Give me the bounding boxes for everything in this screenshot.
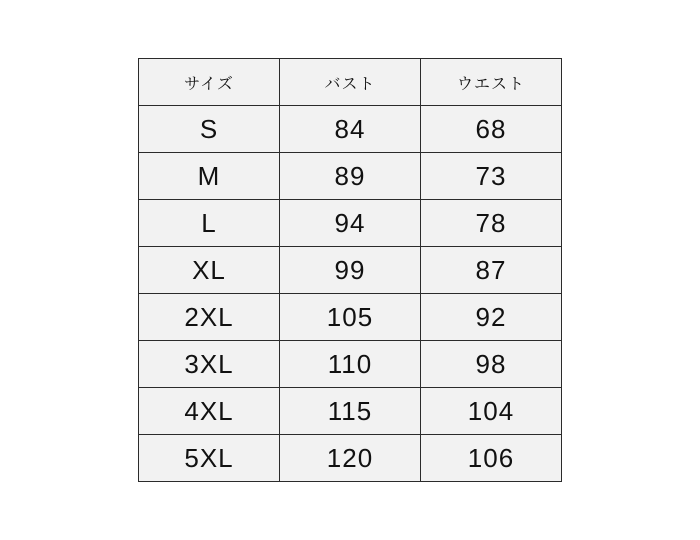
cell-size: 4XL [139, 388, 280, 435]
column-header-size: サイズ [139, 59, 280, 106]
cell-bust: 105 [280, 294, 421, 341]
cell-waist: 73 [421, 153, 562, 200]
table-body [139, 106, 562, 482]
cell-bust: 99 [280, 247, 421, 294]
table-row [139, 106, 562, 153]
cell-bust: 94 [280, 200, 421, 247]
cell-waist: 98 [421, 341, 562, 388]
cell-waist: 68 [421, 106, 562, 153]
table-row [139, 388, 562, 435]
cell-waist: 78 [421, 200, 562, 247]
cell-waist: 87 [421, 247, 562, 294]
cell-size: XL [139, 247, 280, 294]
table-row [139, 247, 562, 294]
cell-size: M [139, 153, 280, 200]
cell-size: S [139, 106, 280, 153]
table-row [139, 200, 562, 247]
cell-bust: 89 [280, 153, 421, 200]
cell-size: L [139, 200, 280, 247]
size-chart-table [138, 58, 562, 482]
cell-waist: 92 [421, 294, 562, 341]
table-row [139, 153, 562, 200]
column-header-bust: バスト [280, 59, 421, 106]
cell-bust: 120 [280, 435, 421, 482]
cell-waist: 104 [421, 388, 562, 435]
cell-size: 5XL [139, 435, 280, 482]
cell-bust: 115 [280, 388, 421, 435]
cell-bust: 84 [280, 106, 421, 153]
table-row [139, 341, 562, 388]
cell-size: 2XL [139, 294, 280, 341]
table-row [139, 294, 562, 341]
cell-waist: 106 [421, 435, 562, 482]
table-row [139, 435, 562, 482]
cell-size: 3XL [139, 341, 280, 388]
table-header [139, 59, 562, 106]
column-header-waist: ウエスト [421, 59, 562, 106]
cell-bust: 110 [280, 341, 421, 388]
table-header-row [139, 59, 562, 106]
